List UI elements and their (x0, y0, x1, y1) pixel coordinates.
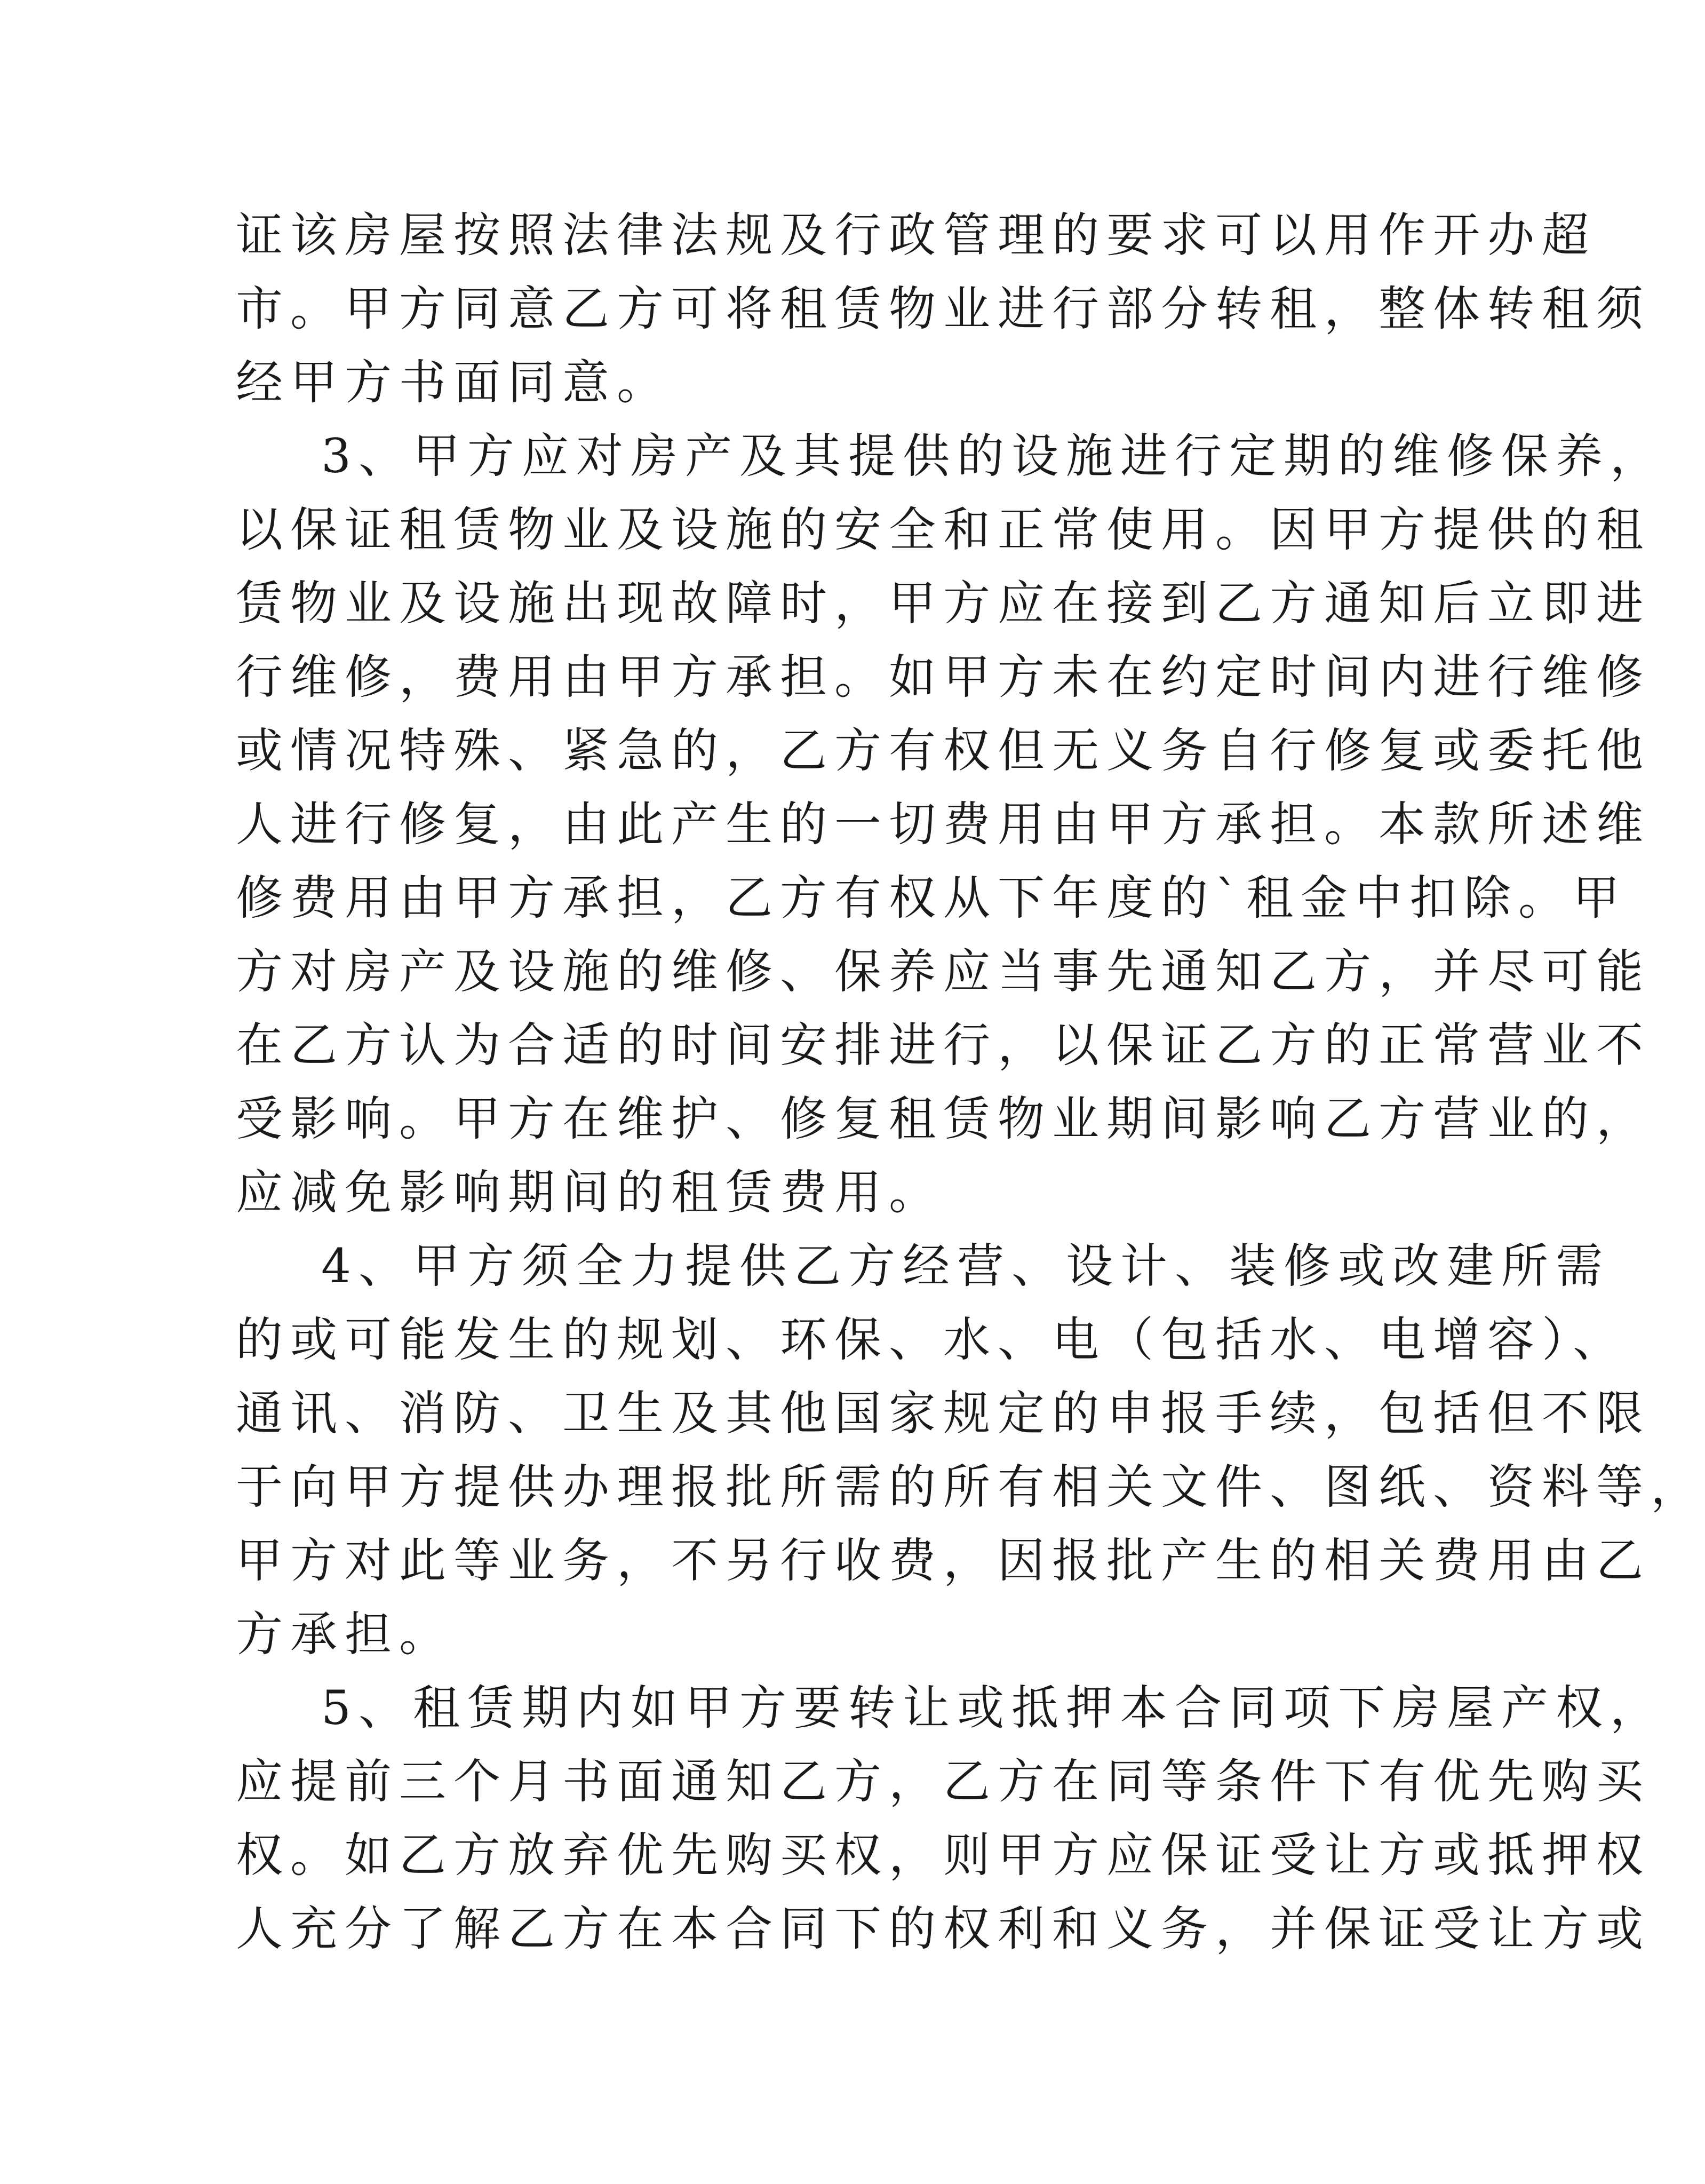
clause-3-first-line: 3、甲方应对房产及其提供的设施进行定期的维修保养， (321, 428, 1664, 483)
text-line: 甲方对此等业务，不另行收费，因报批产生的相关费用由乙 (236, 1533, 1651, 1588)
clause-5-first-line: 5、租赁期内如甲方要转让或抵押本合同项下房屋产权， (321, 1680, 1664, 1735)
text-line: 经甲方书面同意。 (236, 355, 672, 410)
text-line: 赁物业及设施出现故障时，甲方应在接到乙方通知后立即进 (236, 576, 1651, 631)
text-line: 受影响。甲方在维护、修复租赁物业期间影响乙方营业的， (236, 1091, 1651, 1146)
text-line: 通讯、消防、卫生及其他国家规定的申报手续，包括但不限 (236, 1386, 1651, 1441)
text-line: 权。如乙方放弃优先购买权，则甲方应保证受让方或抵押权 (236, 1828, 1651, 1883)
text-line: 以保证租赁物业及设施的安全和正常使用。因甲方提供的租 (236, 502, 1651, 557)
text-line: 市。甲方同意乙方可将租赁物业进行部分转租，整体转租须 (236, 281, 1651, 336)
text-line: 于向甲方提供办理报批所需的所有相关文件、图纸、资料等， (236, 1459, 1705, 1514)
text-line: 修费用由甲方承担，乙方有权从下年度的`租金中扣除。甲 (236, 870, 1628, 925)
text-line: 方承担。 (236, 1607, 454, 1662)
text-line: 人充分了解乙方在本合同下的权利和义务，并保证受让方或 (236, 1901, 1651, 1956)
text-line: 证该房屋按照法律法规及行政管理的要求可以用作开办超 (236, 208, 1597, 263)
text-line: 的或可能发生的规划、环保、水、电（包括水、电增容）、 (236, 1312, 1628, 1367)
text-line: 人进行修复，由此产生的一切费用由甲方承担。本款所述维 (236, 797, 1651, 852)
text-line: 应减免影响期间的租赁费用。 (236, 1165, 944, 1220)
text-line: 在乙方认为合适的时间安排进行，以保证乙方的正常营业不 (236, 1018, 1651, 1073)
text-line: 应提前三个月书面通知乙方，乙方在同等条件下有优先购买 (236, 1754, 1651, 1809)
clause-4-first-line: 4、甲方须全力提供乙方经营、设计、装修或改建所需 (321, 1238, 1610, 1293)
text-line: 方对房产及设施的维修、保养应当事先通知乙方，并尽可能 (236, 944, 1651, 999)
text-line: 行维修，费用由甲方承担。如甲方未在约定时间内进行维修 (236, 649, 1651, 704)
text-line: 或情况特殊、紧急的，乙方有权但无义务自行修复或委托他 (236, 723, 1651, 778)
contract-body-text (236, 198, 1705, 1966)
